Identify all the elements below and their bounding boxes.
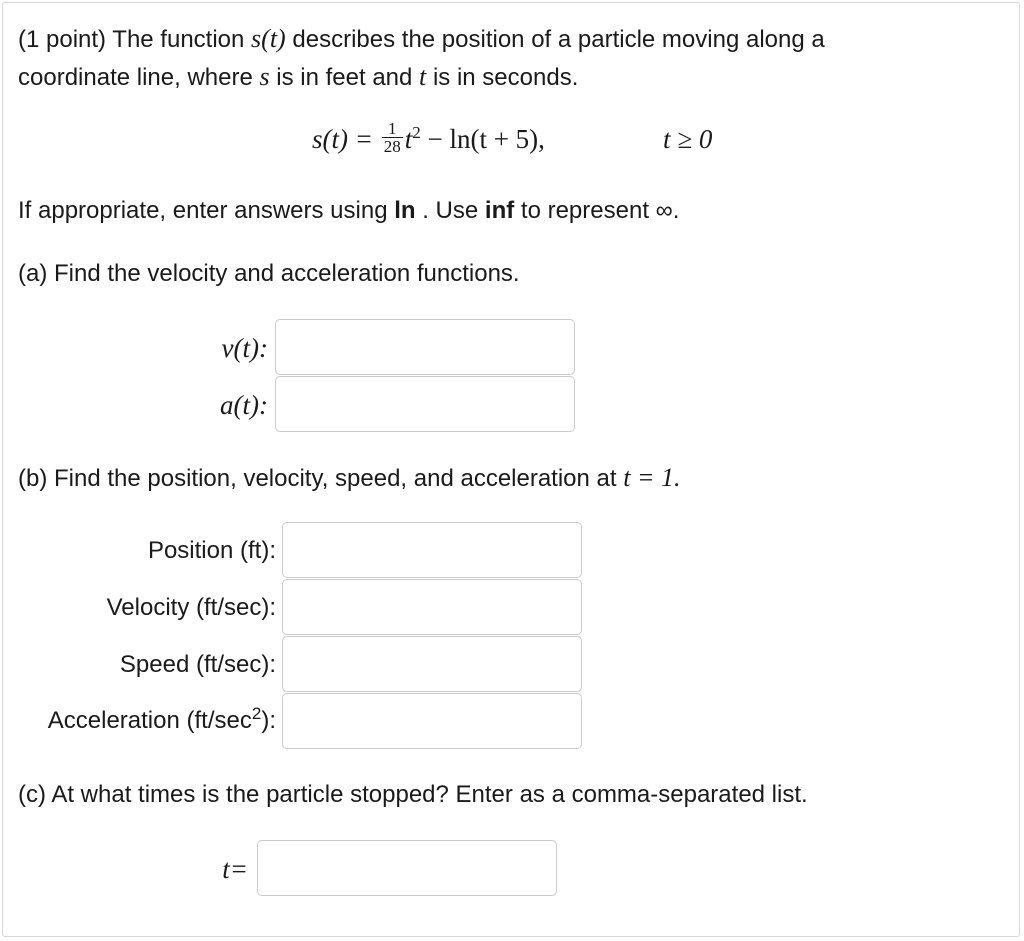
- acceleration-label: [48, 706, 276, 736]
- equation-rest: − ln(t + 5),: [427, 124, 545, 154]
- intro-text-2: describes the position of a particle moving along a: [292, 26, 825, 53]
- equation-condition: t ≥ 0: [663, 124, 713, 154]
- part-c-prompt: (c) At what times is the particle stopped? Enter as a comma-separated list.: [18, 781, 808, 808]
- var-s: s: [259, 62, 270, 91]
- instructions-text-c: to represent ∞.: [520, 197, 680, 224]
- position-label: Position (ft):: [147, 537, 276, 564]
- problem-line-2: [18, 62, 578, 93]
- part-a-prompt: (a) Find the velocity and acceleration functions.: [18, 260, 520, 287]
- position-input[interactable]: [282, 522, 582, 578]
- fraction-denominator: 28: [383, 137, 401, 157]
- function-name: s(t): [251, 24, 286, 53]
- acceleration-input[interactable]: [282, 693, 582, 749]
- velocity-label: Velocity (ft/sec):: [106, 594, 276, 621]
- stopped-times-input[interactable]: [257, 840, 557, 896]
- intro-text: The function: [112, 26, 245, 53]
- equation-t: t: [404, 124, 413, 154]
- part-b-prompt: [18, 463, 681, 494]
- speed-input[interactable]: [282, 636, 582, 692]
- velocity-function-label: [222, 333, 268, 363]
- var-t: t: [419, 62, 427, 91]
- position-equation: [312, 119, 545, 159]
- acceleration-function-label: [220, 390, 268, 420]
- speed-label: Speed (ft/sec):: [119, 651, 276, 678]
- part-b-time-value: t = 1.: [623, 463, 681, 492]
- acceleration-function-label-text: a(t):: [220, 390, 268, 420]
- acceleration-label-exponent: 2: [251, 704, 262, 723]
- instructions-text-a: If appropriate, enter answers using: [18, 197, 388, 224]
- line2-text-a: coordinate line, where: [18, 64, 253, 91]
- velocity-input[interactable]: [282, 579, 582, 635]
- stopped-time-label-text: t=: [222, 854, 248, 884]
- stopped-time-label: [222, 854, 248, 884]
- acceleration-label-close: ):: [261, 707, 276, 734]
- equation-fraction: [382, 120, 403, 155]
- velocity-function-label-text: v(t):: [221, 333, 268, 363]
- acceleration-function-input[interactable]: [275, 376, 575, 432]
- problem-line-1: [18, 24, 825, 55]
- equation-lhs: s(t) =: [312, 124, 373, 154]
- line2-text-b: is in feet and: [276, 64, 413, 91]
- instructions: [18, 196, 679, 226]
- ln-keyword: ln: [394, 197, 416, 224]
- points-label: (1 point): [18, 26, 107, 53]
- instructions-text-b: . Use: [422, 197, 479, 224]
- equation-exponent: 2: [412, 123, 421, 142]
- fraction-numerator: 1: [382, 120, 403, 138]
- velocity-function-input[interactable]: [275, 319, 575, 375]
- inf-keyword: inf: [484, 197, 515, 224]
- acceleration-label-text: Acceleration (ft/sec: [47, 707, 252, 734]
- line2-text-c: is in seconds.: [432, 64, 579, 91]
- part-b-prompt-text: (b) Find the position, velocity, speed, and acceleration at: [18, 465, 617, 492]
